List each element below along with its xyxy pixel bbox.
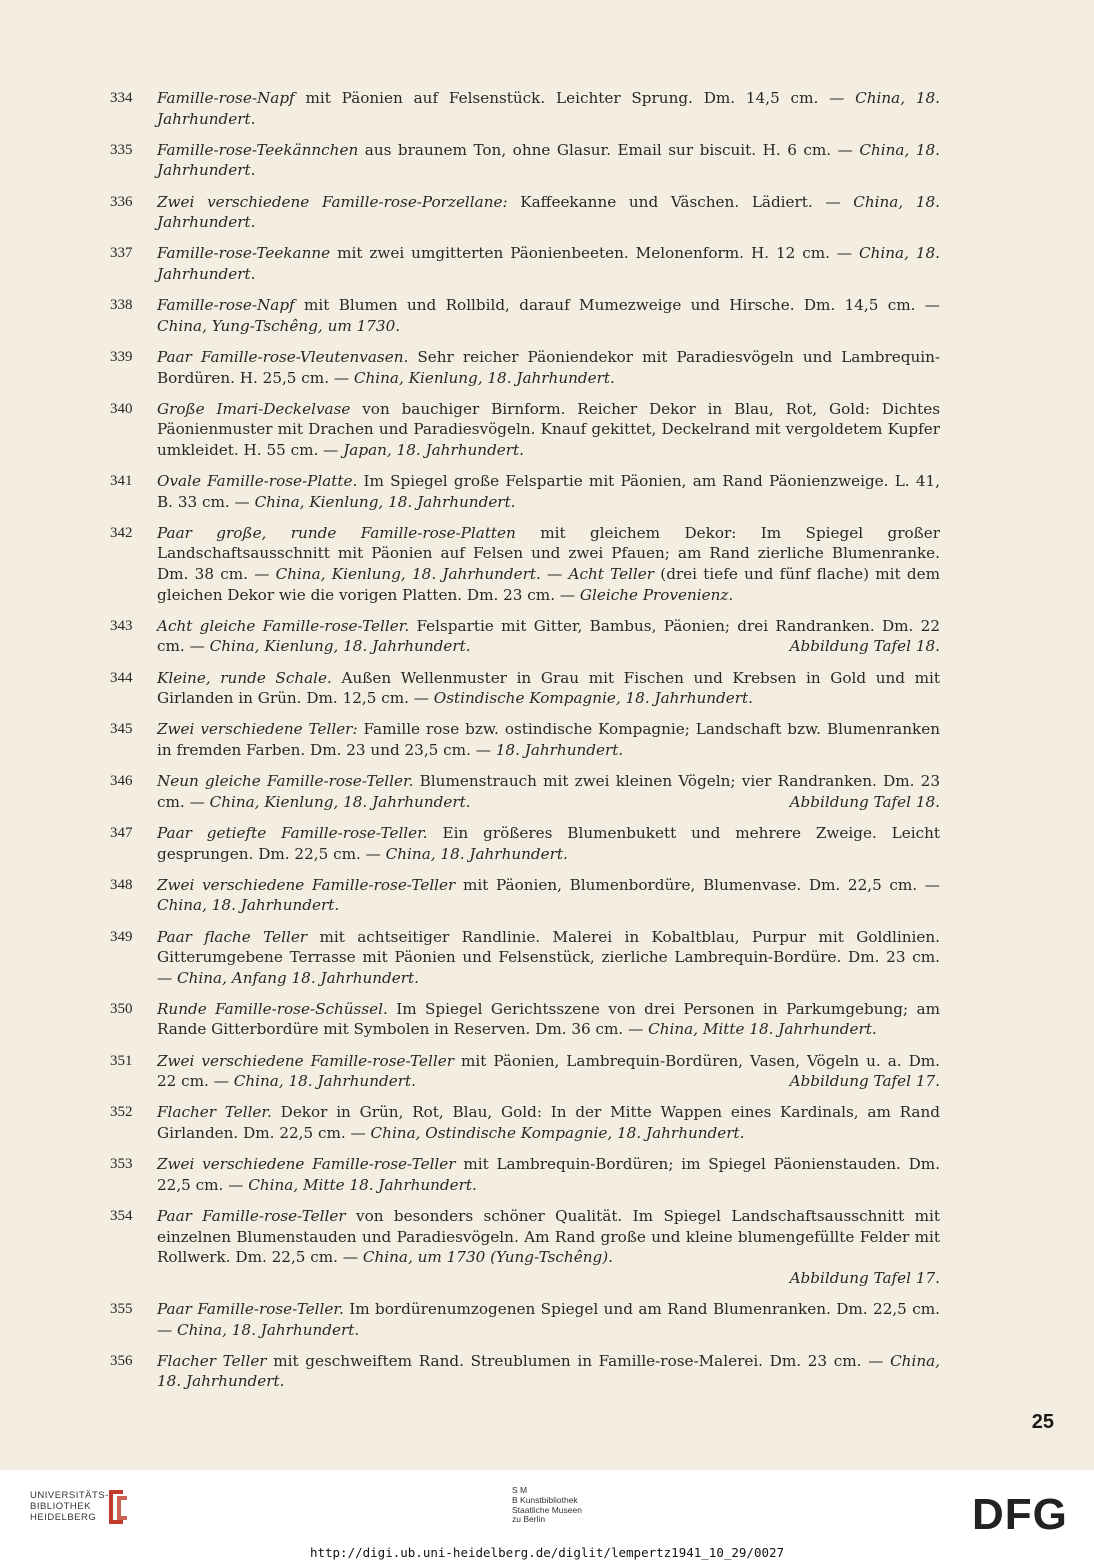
catalog-entry xyxy=(110,1351,940,1392)
entry-provenance: China, Ostindische Kompagnie, 18. Jahrhundert. xyxy=(370,1124,745,1143)
entry-provenance: China, Kienlung, 18. Jahrhundert. xyxy=(209,637,471,656)
entry-title: Kleine, runde Schale. xyxy=(157,668,332,687)
entry-title: Neun gleiche Famille-rose-Teller. xyxy=(157,772,414,791)
entry-text: mit geschweiftem Rand. Streublumen in Famille-rose-Malerei. Dm. 23 cm. — xyxy=(266,1351,891,1370)
logo-line: UNIVERSITÄTS- xyxy=(30,1490,109,1501)
entry-text: von bauchiger Birnform. Reicher Dekor in Blau, Rot, Gold: Dichtes Päonienmuster mit Drachen und Paradiesvögeln. Knauf gekittet, Deckelrand mit vergoldetem Kupfer umkleidet. H. 55 cm. — xyxy=(157,399,940,459)
entry-body xyxy=(157,1299,940,1340)
entry-text: Im bordürenumzogenen Spiegel und am Rand Blumenranken. Dm. 22,5 cm. — xyxy=(157,1299,940,1339)
entry-title: Flacher Teller xyxy=(157,1351,267,1370)
entry-text: Kaffeekanne und Väschen. Lädiert. — xyxy=(507,192,854,211)
catalog-entry xyxy=(110,771,940,812)
entry-title: Famille-rose-Teekännchen xyxy=(157,140,359,159)
entry-title: Ovale Famille-rose-Platte. xyxy=(157,472,358,491)
catalog-entry xyxy=(110,140,940,181)
entry-text: von besonders schöner Qualität. Im Spiegel Landschaftsausschnitt mit einzelnen Blumenstauden und Paradiesvögeln. Am Rand große und kleine blumengefüllte Felder mit Rollwerk. Dm. 22,5 cm. — xyxy=(157,1207,940,1267)
entry-body xyxy=(157,771,940,812)
entry-body xyxy=(157,875,940,916)
catalog-entry xyxy=(110,347,940,388)
catalog-entry xyxy=(110,1299,940,1340)
entry-text: Ein größeres Blumenbukett und mehrere Zweige. Leicht gesprungen. Dm. 22,5 cm. — xyxy=(157,823,940,863)
entry-number: 350 xyxy=(110,1000,133,1017)
entry-title: Famille-rose-Teekanne xyxy=(157,244,331,263)
catalog-entry xyxy=(110,999,940,1040)
entry-body xyxy=(157,523,940,605)
entry-text: Sehr reicher Päoniendekor mit Paradiesvögeln und Lambrequin-Bordüren. H. 25,5 cm. — xyxy=(157,347,940,387)
entry-number: 343 xyxy=(110,617,133,634)
entry-provenance: China, 18. Jahrhundert. xyxy=(385,844,568,863)
entry-provenance: China, 18. Jahrhundert. xyxy=(157,244,941,283)
entry-body xyxy=(157,616,940,657)
entry-number: 355 xyxy=(110,1300,133,1317)
plate-reference: Abbildung Tafel 17. xyxy=(789,1072,940,1091)
sm-line: zu Berlin xyxy=(512,1514,546,1525)
catalog-entry xyxy=(110,399,940,461)
entry-title: Paar Famille-rose-Teller. xyxy=(157,1299,344,1318)
entry-body xyxy=(157,192,940,233)
entry-number: 336 xyxy=(110,193,133,210)
entry-title: Famille-rose-Napf xyxy=(157,89,295,107)
entry-number: 346 xyxy=(110,773,133,790)
catalog-entry xyxy=(110,1051,940,1092)
entry-provenance: Gleiche Provenienz. xyxy=(579,585,734,604)
entry-body xyxy=(157,1102,940,1143)
entry-title: Flacher Teller. xyxy=(157,1103,272,1122)
entry-provenance: China, 18. Jahrhundert. xyxy=(157,1351,940,1391)
entry-body xyxy=(157,295,940,336)
entry-text: mit Päonien auf Felsenstück. Leichter Sprung. Dm. 14,5 cm. — xyxy=(294,89,856,107)
entry-title: Paar Famille-rose-Teller xyxy=(157,1207,346,1225)
entry-number: 347 xyxy=(110,824,133,841)
catalog-entry xyxy=(110,88,940,129)
entry-text: mit Blumen und Rollbild, darauf Mumezweige und Hirsche. Dm. 14,5 cm. — xyxy=(294,296,940,315)
entry-title: Große Imari-Deckelvase xyxy=(157,399,351,418)
entry-text: Im Spiegel Gerichtsszene von drei Personen in Parkumgebung; am Rande Gitterbordüre mit Symbolen in Reserven. Dm. 36 cm. — xyxy=(157,999,940,1039)
catalog-entry xyxy=(110,927,940,989)
catalog-entry xyxy=(110,192,940,233)
entry-number: 344 xyxy=(110,669,133,686)
entry-text: mit Päonien, Blumenbordüre, Blumenvase. Dm. 22,5 cm. — xyxy=(455,875,940,894)
entry-provenance: 18. Jahrhundert. xyxy=(495,740,624,759)
catalog-entry xyxy=(110,719,940,760)
entry-title: Paar flache Teller xyxy=(157,927,308,946)
entry-provenance: China, Kienlung, 18. Jahrhundert. xyxy=(254,492,516,511)
entry-title: Paar getiefte Famille-rose-Teller. xyxy=(157,823,428,842)
catalog-entries xyxy=(110,88,940,1403)
entry-text: mit Päonien, Lambrequin-Bordüren, Vasen, Vögeln u. a. Dm. 22 cm. — xyxy=(157,1051,940,1091)
entry-text: mit gleichem Dekor: Im Spiegel großer Landschaftsausschnitt mit Päonien auf Felsen und zwei Pfauen; am Rand zierliche Blumenranke. Dm. 38 cm. — xyxy=(157,523,940,584)
entry-text: Blumenstrauch mit zwei kleinen Vögeln; vier Randranken. Dm. 23 cm. — xyxy=(157,772,941,811)
entry-text: — xyxy=(540,565,569,584)
entry-title: Paar Famille-rose-Vleutenvasen. xyxy=(157,347,409,366)
sm-line: B Kunstbibliothek xyxy=(512,1494,578,1505)
plate-reference: Abbildung Tafel 18. xyxy=(789,637,940,656)
entry-text: Famille rose bzw. ostindische Kompagnie; Landschaft bzw. Blumenranken in fremden Farben. Dm. 23 und 23,5 cm. — xyxy=(157,720,940,759)
entry-number: 356 xyxy=(110,1352,133,1369)
entry-provenance: China, um 1730 (Yung-Tschêng). xyxy=(362,1248,613,1267)
catalog-entry xyxy=(110,1206,940,1288)
entry-number: 339 xyxy=(110,348,133,365)
entry-body xyxy=(157,1154,940,1195)
entry-text: mit Lambrequin-Bordüren; im Spiegel Päonienstauden. Dm. 22,5 cm. — xyxy=(157,1155,940,1194)
entry-title: Zwei verschiedene Famille-rose-Porzellane: xyxy=(157,192,508,211)
entry-body xyxy=(157,1351,940,1392)
catalog-entry xyxy=(110,616,940,657)
catalog-entry xyxy=(110,823,940,864)
entry-number: 354 xyxy=(110,1208,133,1224)
catalog-entry xyxy=(110,668,940,709)
entry-text: aus braunem Ton, ohne Glasur. Email sur biscuit. H. 6 cm. — xyxy=(358,140,860,159)
sm-line: S M xyxy=(512,1485,528,1495)
entry-title: Zwei verschiedene Famille-rose-Teller xyxy=(157,875,456,894)
entry-number: 335 xyxy=(110,141,133,158)
library-emblem-icon xyxy=(103,1486,131,1528)
entry-text: mit zwei umgitterten Päonienbeeten. Melonenform. H. 12 cm. — xyxy=(330,244,859,263)
entry-text: (drei tiefe und fünf flache) mit dem gleichen Dekor wie die vorigen Platten. Dm. 23 cm. — xyxy=(157,565,941,604)
entry-provenance: China, Mitte 18. Jahrhundert. xyxy=(248,1175,477,1194)
entry-number: 345 xyxy=(110,721,133,738)
entry-number: 349 xyxy=(110,928,133,945)
catalog-entry xyxy=(110,243,940,284)
entry-body xyxy=(157,471,940,512)
entry-provenance: China, Anfang 18. Jahrhundert. xyxy=(177,968,419,987)
logo-line: BIBLIOTHEK xyxy=(30,1501,91,1512)
entry-body xyxy=(157,347,940,388)
entry-number: 342 xyxy=(110,524,133,541)
entry-provenance: China, Kienlung, 18. Jahrhundert. xyxy=(275,565,541,584)
entry-number: 337 xyxy=(110,245,133,262)
entry-title: Zwei verschiedene Teller: xyxy=(157,720,358,739)
entry-text: Außen Wellenmuster in Grau mit Fischen und Krebsen in Gold und mit Girlanden in Grün. Dm. 12,5 cm. — xyxy=(157,668,940,708)
sm-line: Staatliche Museen xyxy=(512,1504,582,1515)
entry-provenance: China, Kienlung, 18. Jahrhundert. xyxy=(209,792,471,811)
entry-text: Felspartie mit Gitter, Bambus, Päonien; drei Randranken. Dm. 22 cm. — xyxy=(157,616,940,656)
entry-body xyxy=(157,999,940,1040)
entry-title: Zwei verschiedene Famille-rose-Teller xyxy=(157,1051,454,1070)
entry-title: Paar große, runde Famille-rose-Platten xyxy=(157,523,516,542)
staatliche-museen-logo[interactable] xyxy=(512,1486,582,1525)
entry-body xyxy=(157,1206,940,1288)
dfg-logo[interactable]: DFG xyxy=(972,1490,1068,1539)
entry-title: Famille-rose-Napf xyxy=(157,296,295,315)
entry-number: 351 xyxy=(110,1052,133,1069)
entry-title: Runde Famille-rose-Schüssel. xyxy=(157,999,388,1018)
entry-provenance: China, 18. Jahrhundert. xyxy=(157,140,940,180)
entry-provenance: China, 18. Jahrhundert. xyxy=(157,192,940,232)
page-number: 25 xyxy=(1031,1411,1054,1433)
entry-body xyxy=(157,668,940,709)
entry-number: 338 xyxy=(110,297,133,314)
entry-body xyxy=(157,1051,940,1092)
logo-line: HEIDELBERG xyxy=(30,1512,97,1523)
entry-number: 353 xyxy=(110,1156,133,1173)
entry-text: mit achtseitiger Randlinie. Malerei in Kobaltblau, Purpur mit Goldlinien. Gitterumgebene Terrasse mit Päonien und Felsenstück, zierliche Lambrequin-Bordüre. Dm. 23 cm. — xyxy=(157,927,941,987)
entry-number: 340 xyxy=(110,400,133,417)
plate-reference: Abbildung Tafel 17. xyxy=(789,1268,940,1287)
entry-body xyxy=(157,399,940,461)
entry-number: 348 xyxy=(110,876,133,893)
plate-reference: Abbildung Tafel 18. xyxy=(789,792,940,811)
catalog-entry xyxy=(110,295,940,336)
entry-title: Acht Teller xyxy=(568,565,655,584)
entry-provenance: Ostindische Kompagnie, 18. Jahrhundert. xyxy=(433,689,753,708)
entry-provenance: China, 18. Jahrhundert. xyxy=(177,1320,360,1339)
entry-provenance: China, 18. Jahrhundert. xyxy=(157,896,340,915)
entry-title: Acht gleiche Famille-rose-Teller. xyxy=(157,616,410,635)
catalog-entry xyxy=(110,1102,940,1143)
entry-body xyxy=(157,140,940,181)
entry-text: Im Spiegel große Felspartie mit Päonien, am Rand Päonienzweige. L. 41, B. 33 cm. — xyxy=(157,472,940,511)
catalog-entry xyxy=(110,523,940,605)
entry-provenance: China, 18. Jahrhundert. xyxy=(157,89,940,128)
source-url[interactable]: http://digi.ub.uni-heidelberg.de/diglit/lempertz1941_10_29/0027 xyxy=(309,1545,785,1560)
entry-provenance: China, Yung-Tschêng, um 1730. xyxy=(157,316,401,335)
university-library-logo[interactable] xyxy=(30,1490,109,1523)
footer xyxy=(0,1470,1094,1567)
entry-text: Dekor in Grün, Rot, Blau, Gold: In der Mitte Wappen eines Kardinals, am Rand Girlanden. Dm. 22,5 cm. — xyxy=(157,1103,940,1143)
entry-provenance: Japan, 18. Jahrhundert. xyxy=(343,440,524,459)
entry-number: 352 xyxy=(110,1104,133,1121)
catalog-entry xyxy=(110,1154,940,1195)
catalog-entry xyxy=(110,875,940,916)
entry-body xyxy=(157,823,940,864)
entry-title: Zwei verschiedene Famille-rose-Teller xyxy=(157,1155,456,1174)
entry-number: 334 xyxy=(110,90,133,106)
entry-provenance: China, 18. Jahrhundert. xyxy=(233,1072,416,1091)
entry-number: 341 xyxy=(110,473,133,490)
catalog-entry xyxy=(110,471,940,512)
entry-body xyxy=(157,243,940,284)
entry-provenance: China, Mitte 18. Jahrhundert. xyxy=(648,1020,877,1039)
entry-body xyxy=(157,927,940,989)
entry-body xyxy=(157,88,940,129)
entry-body xyxy=(157,719,940,760)
entry-provenance: China, Kienlung, 18. Jahrhundert. xyxy=(353,368,615,387)
